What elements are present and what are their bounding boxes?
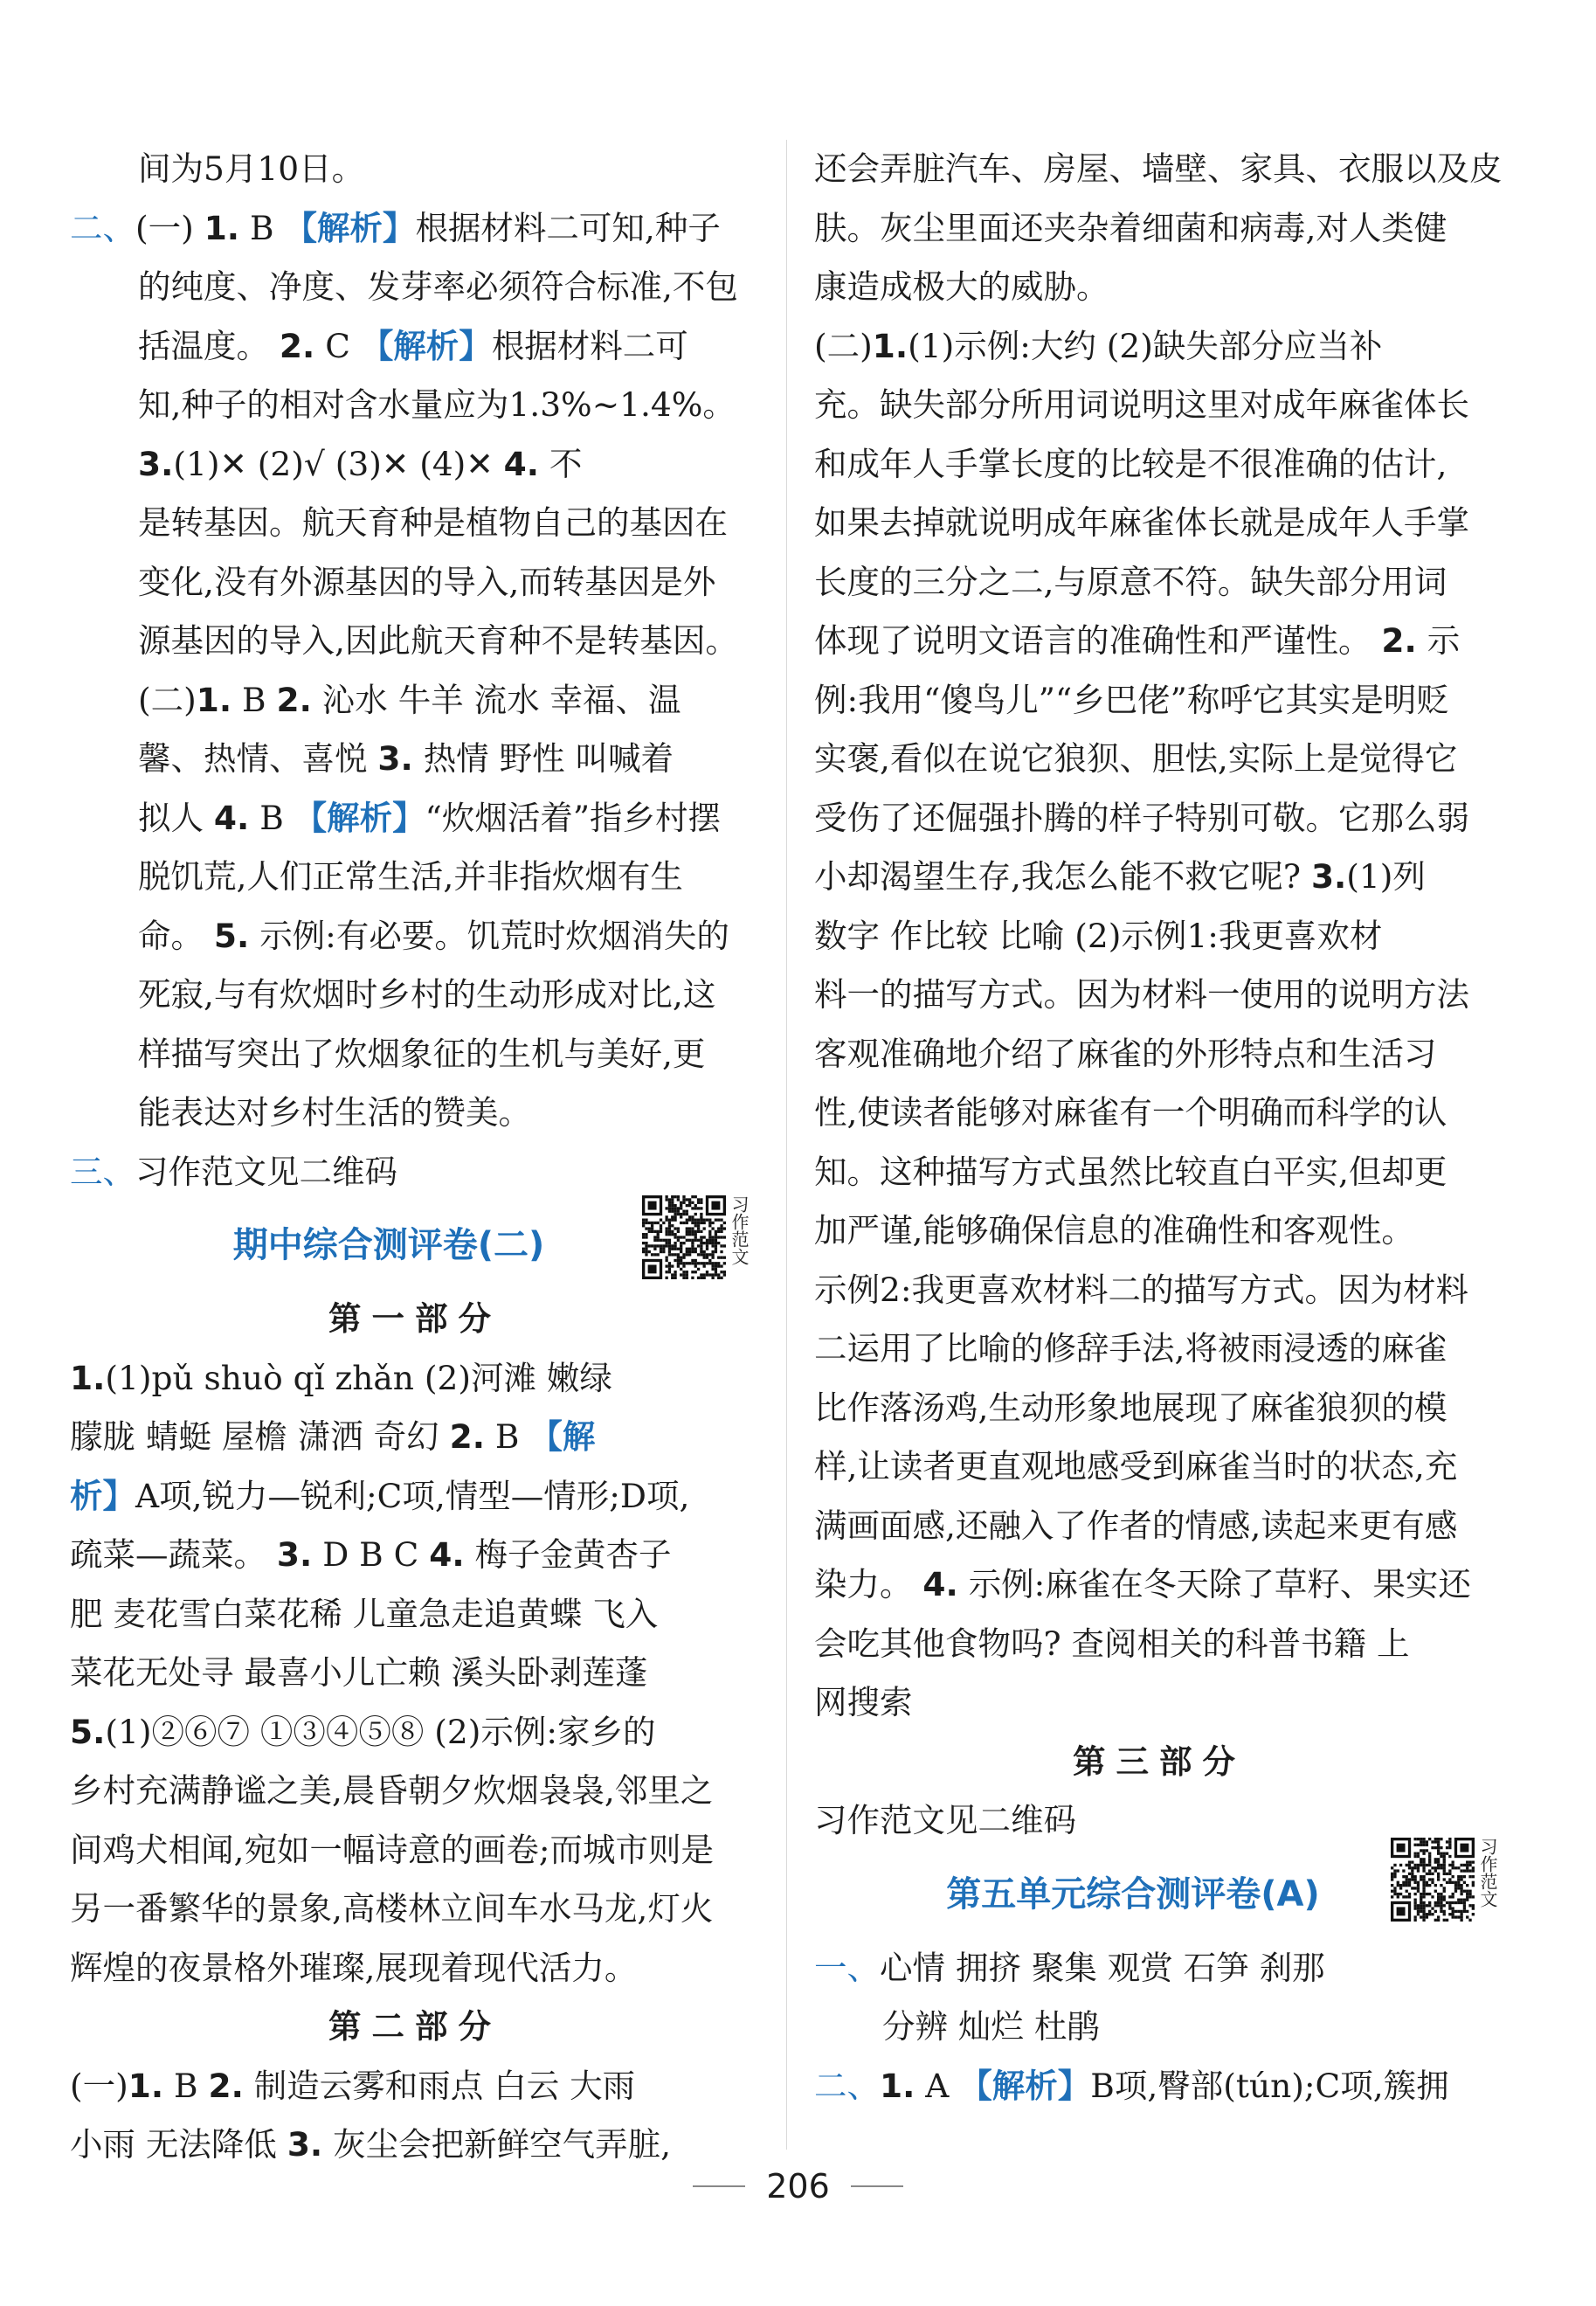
page-footer [0, 2167, 1596, 2206]
answer: B [259, 798, 284, 837]
question-number: 2. [449, 1417, 485, 1456]
question-number: 1. [204, 208, 240, 247]
answer: 沁水 牛羊 流水 幸福、温 [321, 680, 681, 719]
answer: 菜花无处寻 最喜小儿亡赖 溪头卧剥莲蓬 [70, 1653, 648, 1692]
text-line [70, 1025, 760, 1084]
question-number: 4. [213, 798, 250, 837]
section-heading: 第三部分 [1073, 1742, 1246, 1781]
answer: 数字 作比较 比喻 (2)示例1:我更喜欢材 [814, 916, 1383, 955]
page-number: 206 [766, 2167, 830, 2206]
answer: 梅子金黄杏子 [474, 1535, 672, 1574]
answer: A [925, 2066, 950, 2105]
question-number: 5. [70, 1712, 106, 1751]
text-line [70, 1939, 760, 1998]
text-line [70, 1143, 760, 1202]
text-line [70, 258, 760, 317]
text-line [814, 1143, 1504, 1202]
question-number: 2. [208, 2066, 244, 2105]
question-number: 5. [213, 916, 250, 955]
text: 实褒,看似在说它狼狈、胆怯,实际上是觉得它 [814, 739, 1458, 778]
text: 源基因的导入,因此航天育种不是转基因。 [138, 621, 738, 660]
qr-label: 习作范文 [1477, 1838, 1498, 1908]
text: (二) [814, 326, 873, 365]
text-line [814, 553, 1504, 613]
answer: B [494, 1417, 520, 1456]
text-line [70, 2057, 760, 2116]
text-line [70, 1585, 760, 1645]
text: B项,臀部(tún);C项,簇拥 [1090, 2066, 1449, 2105]
text: 满画面感,还融入了作者的情感,读起来更有感 [814, 1506, 1458, 1545]
analysis-tag: 【解析】 [959, 2066, 1091, 2105]
text: 比作落汤鸡,生动形象地展现了麻雀狼狈的模 [814, 1388, 1447, 1427]
qr-code-icon[interactable] [642, 1195, 726, 1279]
text: 长度的三分之二,与原意不符。缺失部分用词 [814, 562, 1447, 601]
text: 体现了说明文语言的准确性和严谨性。 [814, 621, 1371, 660]
text: “炊烟活着”指乡村摆 [425, 798, 722, 837]
answer: (1)pǔ shuò qǐ zhǎn (2)河滩 嫩绿 [105, 1358, 612, 1397]
question-number: 1. [128, 2066, 164, 2105]
analysis-tag: 析】 [70, 1476, 135, 1515]
text-line [70, 317, 760, 377]
text-line [814, 2057, 1504, 2116]
text-line [814, 907, 1504, 966]
text-line [70, 1526, 760, 1585]
text: 辉煌的夜景格外璀璨,展现着现代活力。 [70, 1948, 638, 1987]
text-line [70, 730, 760, 789]
answer: 肥 麦花雪白菜花稀 儿童急走追黄蝶 飞入 [70, 1594, 659, 1633]
footer-rule [693, 2185, 745, 2187]
text: 加严谨,能够确保信息的准确性和客观性。 [814, 1211, 1414, 1250]
qr-label: 习作范文 [729, 1195, 750, 1265]
text: 受伤了还倔强扑腾的样子特别可敬。它那么弱 [814, 798, 1469, 837]
text: 二运用了比喻的修辞手法,将被雨浸透的麻雀 [814, 1329, 1447, 1368]
text-line [70, 1408, 760, 1467]
text-line [70, 494, 760, 553]
text: 小却渴望生存,我怎么能不救它呢? [814, 857, 1302, 896]
footer-rule [851, 2185, 903, 2187]
text-line [814, 435, 1504, 495]
text: 会吃其他食物吗? 查阅相关的科普书籍 上 [814, 1624, 1410, 1663]
text-line [814, 1084, 1504, 1143]
text: 样描写突出了炊烟象征的生机与美好,更 [138, 1034, 706, 1073]
text: 染力。 [814, 1565, 913, 1603]
answer: B [174, 2066, 198, 2105]
section-marker: 二、 [814, 2066, 880, 2105]
question-number: 2. [279, 326, 315, 365]
question-number: 1. [196, 680, 232, 719]
qr-code-block [642, 1195, 749, 1279]
text-line [814, 1261, 1504, 1320]
section-marker: 二、 [70, 208, 135, 247]
text-line [814, 376, 1504, 435]
section-heading: 第一部分 [328, 1299, 501, 1338]
text: 疏菜—蔬菜。 [70, 1535, 266, 1574]
text-line [70, 848, 760, 907]
text-line [814, 1379, 1504, 1438]
text: 例:我用“傻鸟儿”“乡巴佬”称呼它其实是明贬 [814, 680, 1449, 719]
answer: (1)②⑥⑦ ①③④⑤⑧ (2)示例:家乡的 [105, 1712, 656, 1751]
text: 如果去掉就说明成年麻雀体长就是成年人手掌 [814, 503, 1469, 542]
analysis-tag: 【解析】 [284, 208, 416, 247]
text-line [814, 140, 1504, 199]
text-line [814, 1319, 1504, 1379]
text: 的纯度、净度、发芽率必须符合标准,不包 [138, 267, 738, 306]
answer: 分辨 灿烂 杜鹃 [882, 2007, 1100, 2046]
text: 知,种子的相对含水量应为1.3%~1.4%。 [138, 385, 736, 424]
question-number: 3. [138, 444, 174, 483]
text-line [70, 1644, 760, 1703]
text: 根据材料二可知,种子 [415, 208, 721, 247]
qr-code-block [1391, 1838, 1497, 1922]
qr-code-icon[interactable] [1391, 1838, 1475, 1922]
answer: B [242, 680, 266, 719]
text-line [70, 553, 760, 613]
text-line [814, 966, 1504, 1025]
text: 乡村充满静谧之美,晨昏朝夕炊烟袅袅,邻里之 [70, 1771, 714, 1810]
exam-title: 第五单元综合测评卷(A) [946, 1873, 1320, 1915]
section-marker: 三、 [70, 1152, 135, 1191]
text: 脱饥荒,人们正常生活,并非指炊烟有生 [138, 857, 683, 896]
text: 肤。灰尘里面还夹杂着细菌和病毒,对人类健 [814, 208, 1447, 247]
text: 充。缺失部分所用词说明这里对成年麻雀体长 [814, 385, 1469, 424]
text-line [70, 966, 760, 1025]
text: 示例:有必要。饥荒时炊烟消失的 [259, 916, 729, 955]
answer: 朦胧 蜻蜓 屋檐 潇洒 奇幻 [70, 1417, 439, 1456]
text-line [814, 1201, 1504, 1261]
text-line [814, 1939, 1504, 1998]
text-line [814, 317, 1504, 377]
answer: D B C [322, 1535, 419, 1574]
question-number: 1. [872, 326, 909, 365]
text: 习作范文见二维码 [135, 1152, 397, 1191]
text: 间为5月10日。 [138, 149, 365, 188]
text-line [70, 907, 760, 966]
text: 网搜索 [814, 1683, 913, 1721]
text-line [814, 1437, 1504, 1497]
text: 和成年人手掌长度的比较是不很准确的估计, [814, 444, 1447, 483]
answer: 心情 拥挤 聚集 观赏 石笋 刹那 [880, 1948, 1325, 1987]
text: 是转基因。航天育种是植物自己的基因在 [138, 503, 728, 542]
text-line [70, 140, 760, 199]
question-number: 4. [503, 444, 540, 483]
text-line [814, 1497, 1504, 1556]
answer: 小雨 无法降低 [70, 2125, 277, 2164]
question-number: 2. [1381, 621, 1417, 660]
text: 能表达对乡村生活的赞美。 [138, 1093, 531, 1132]
text: 示 [1427, 621, 1461, 660]
text: 知。这种描写方式虽然比较直白平实,但却更 [814, 1152, 1447, 1191]
text-line [70, 1762, 760, 1821]
answer: (1)列 [1346, 857, 1426, 896]
section-marker: 一、 [814, 1948, 880, 1987]
analysis-tag: 【解 [529, 1417, 596, 1456]
question-number: 3. [287, 2125, 323, 2164]
text-line [70, 2116, 760, 2175]
text: 另一番繁华的景象,高楼林立间车水马龙,灯火 [70, 1889, 714, 1928]
text-line [70, 435, 760, 495]
text-line [70, 612, 760, 671]
text-line [70, 1349, 760, 1409]
text-line [814, 848, 1504, 907]
analysis-tag: 【解析】 [360, 326, 492, 365]
answer: (1)✕ (2)√ (3)✕ (4)✕ [173, 444, 494, 483]
text-line [814, 1615, 1504, 1674]
text: 示例2:我更喜欢材料二的描写方式。因为材料 [814, 1270, 1468, 1309]
text: 不 [549, 444, 583, 483]
text-line [70, 1880, 760, 1939]
right-column [814, 140, 1504, 2116]
question-number: 4. [429, 1535, 465, 1574]
text-line [814, 1673, 1504, 1733]
text: 死寂,与有炊烟时乡村的生动形成对比,这 [138, 975, 716, 1014]
text: 料一的描写方式。因为材料一使用的说明方法 [814, 975, 1469, 1014]
text: 馨、热情、喜悦 [138, 739, 368, 778]
text-line [814, 671, 1504, 731]
text: 根据材料二可 [491, 326, 688, 365]
column-divider [786, 140, 787, 2150]
question-number: 3. [377, 739, 413, 778]
text-line [814, 199, 1504, 259]
text-line [814, 1998, 1504, 2057]
text: 客观准确地介绍了麻雀的外形特点和生活习 [814, 1034, 1437, 1073]
question-number: 4. [922, 1565, 958, 1603]
text-line [814, 612, 1504, 671]
text-line [70, 671, 760, 731]
answer: 制造云雾和雨点 白云 大雨 [253, 2066, 636, 2105]
text: 示例:麻雀在冬天除了草籽、果实还 [968, 1565, 1471, 1603]
text: 括温度。 [138, 326, 269, 365]
text-line [814, 494, 1504, 553]
analysis-tag: 【解析】 [294, 798, 425, 837]
text-line [70, 376, 760, 435]
text: 性,使读者能够对麻雀有一个明确而科学的认 [814, 1093, 1447, 1132]
text: (一) [135, 208, 194, 247]
section-heading: 第二部分 [328, 2007, 501, 2046]
text-line [814, 789, 1504, 848]
text: 拟人 [138, 798, 204, 837]
question-number: 1. [880, 2066, 915, 2105]
text-line [70, 1084, 760, 1143]
text-line [814, 1555, 1504, 1615]
text: 间鸡犬相闻,宛如一幅诗意的画卷;而城市则是 [70, 1830, 715, 1869]
exam-title: 期中综合测评卷(二) [232, 1225, 545, 1265]
answer: 热情 野性 叫喊着 [423, 739, 674, 778]
text-line [70, 789, 760, 848]
text-line [70, 1703, 760, 1762]
text: 命。 [138, 916, 204, 955]
text: 灰尘会把新鲜空气弄脏, [333, 2125, 672, 2164]
text: 习作范文见二维码 [814, 1801, 1076, 1839]
text: 变化,没有外源基因的导入,而转基因是外 [138, 562, 716, 601]
question-number: 2. [276, 680, 312, 719]
text: 样,让读者更直观地感受到麻雀当时的状态,充 [814, 1447, 1458, 1485]
text: (二) [138, 680, 197, 719]
text-line [70, 1821, 760, 1880]
text-line [70, 199, 760, 259]
question-number: 1. [70, 1358, 106, 1397]
answer: B [249, 208, 274, 247]
text: 康造成极大的威胁。 [814, 267, 1109, 306]
question-number: 3. [276, 1535, 313, 1574]
text-line [814, 258, 1504, 317]
text: 还会弄脏汽车、房屋、墙壁、家具、衣服以及皮 [814, 149, 1503, 188]
text: (一) [70, 2066, 128, 2105]
text: A项,锐力—锐利;C项,情型—情形;D项, [135, 1476, 690, 1515]
text-line [70, 1467, 760, 1527]
question-number: 3. [1310, 857, 1347, 896]
text-line [814, 730, 1504, 789]
answer: C [325, 326, 350, 365]
left-column [70, 140, 760, 2175]
text-line [814, 1025, 1504, 1084]
answer: (1)示例:大约 (2)缺失部分应当补 [908, 326, 1383, 365]
